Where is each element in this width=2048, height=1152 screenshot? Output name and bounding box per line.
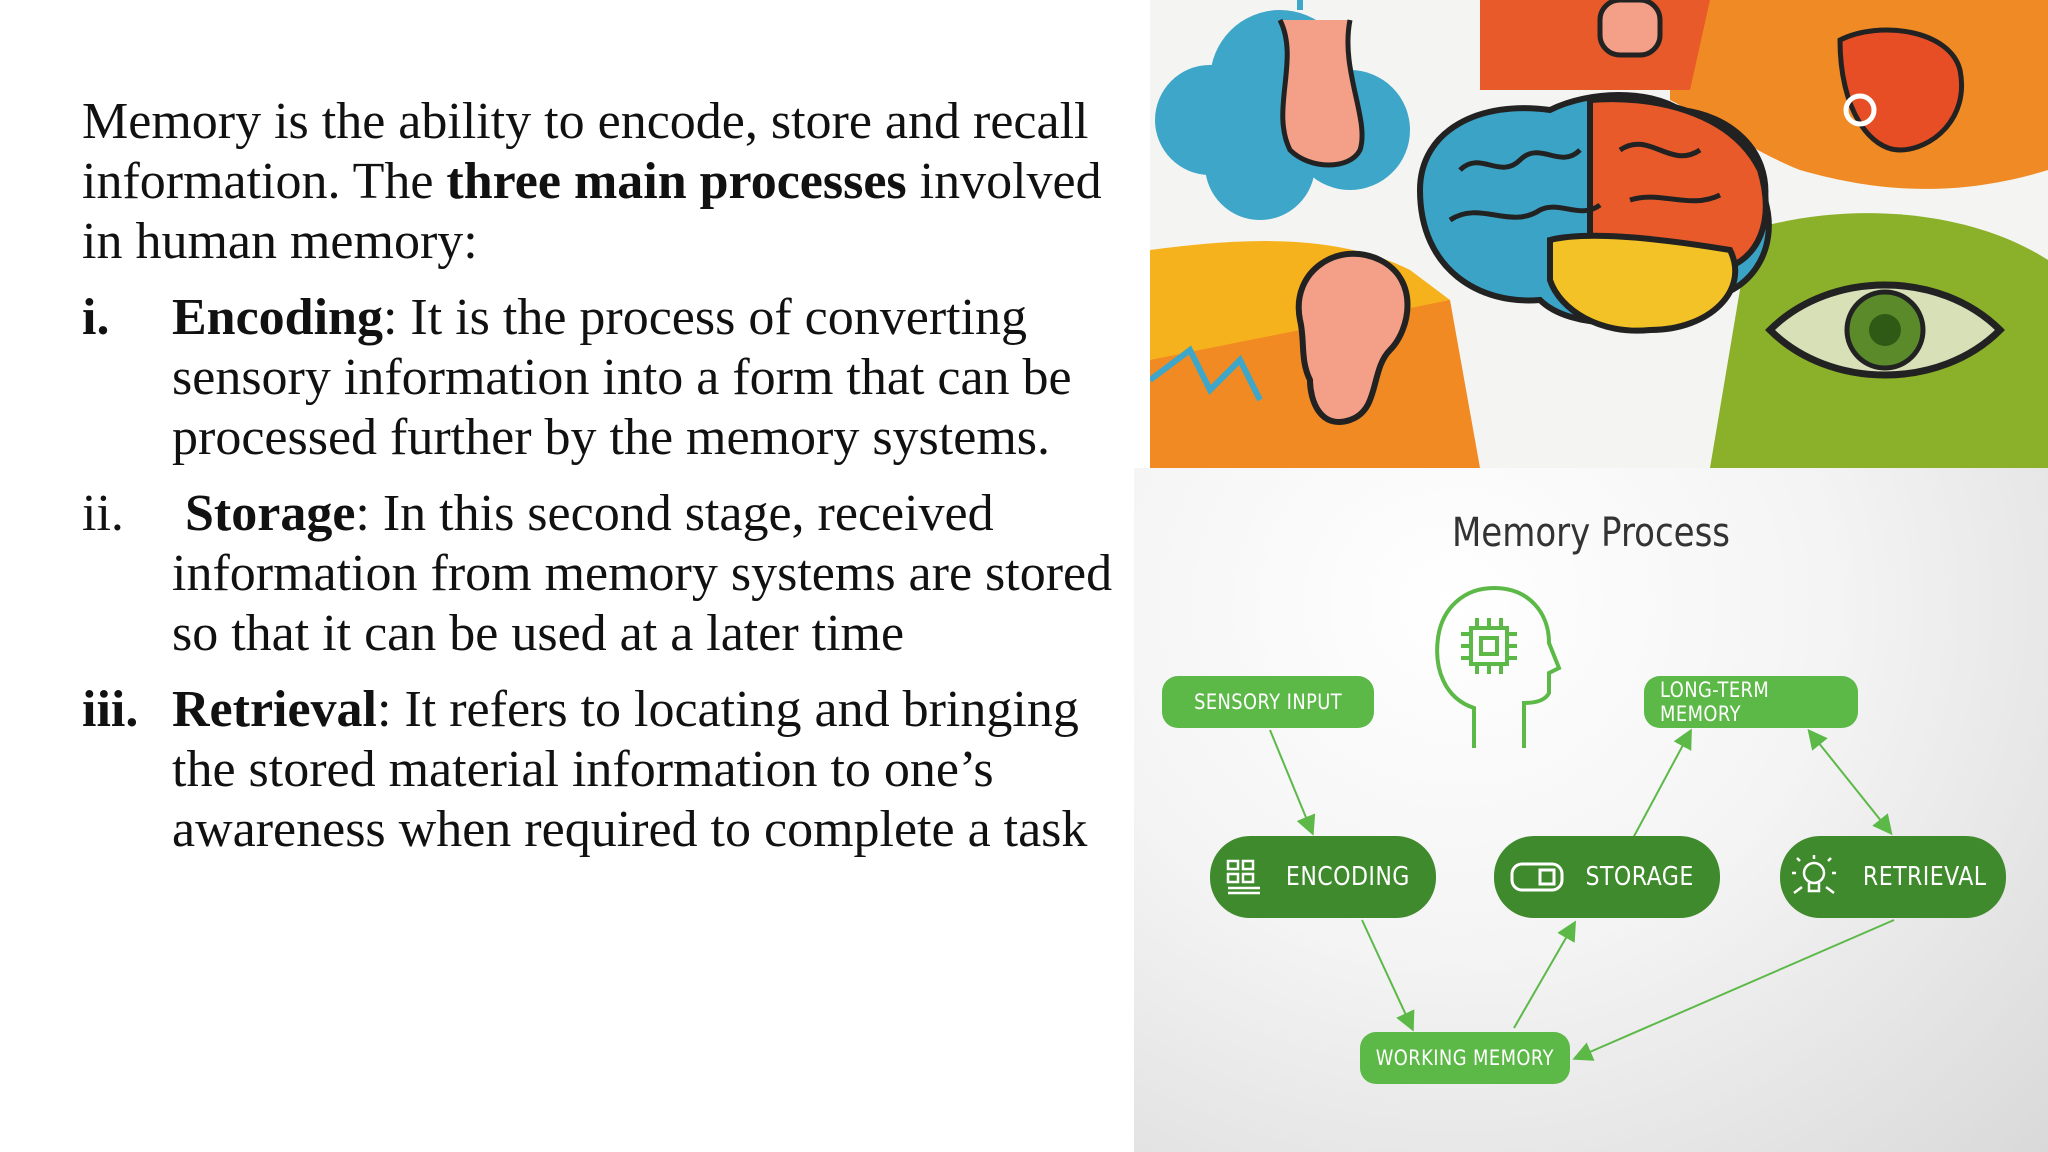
diagram-title: Memory Process [1451,510,1731,556]
list-item-retrieval [82,680,1142,860]
encoding-node: ENCODING [1210,836,1436,918]
list-item-encoding [82,288,1142,468]
memory-process-diagram [1134,468,2048,1152]
list-item-storage [82,484,1142,664]
retrieval-node: RETRIEVAL [1780,836,2006,918]
intro-text-end: involved in human memory: [82,153,1102,270]
term-retrieval: Retrieval [172,681,378,738]
term-encoding: Encoding [172,289,383,346]
working-memory-node: WORKING MEMORY [1360,1032,1570,1084]
lightbulb-icon [1788,853,1840,901]
sensory-input-node: SENSORY INPUT [1162,676,1374,728]
slide-text [82,92,1142,876]
desc-retrieval: : It refers to locating and bringing the stored material information to one’s awareness when required to complete a task [172,681,1088,858]
desc-storage: : In this second stage, received information from memory systems are stored so that it can be used at a later time [172,485,1113,662]
long-term-memory-node: LONG-TERM MEMORY [1644,676,1858,728]
term-storage: Storage [185,485,356,542]
storage-node: STORAGE [1494,836,1720,918]
intro-bold-text: three main processes [446,153,907,210]
diagram-arrows [1134,468,2048,1152]
list-number: i. [82,289,110,346]
storage-icon [1510,861,1564,893]
encoding-icon [1225,858,1263,896]
intro-paragraph [82,92,1142,272]
nose-icon [1280,0,1362,165]
head-chip-icon [1437,588,1559,748]
list-number: ii. [82,485,124,542]
senses-brain-illustration [1150,0,2048,468]
desc-encoding: : It is the process of converting sensory information into a form that can be processed further by the memory systems. [172,289,1072,466]
hand-icon [1600,0,1660,55]
intro-text: Memory is the ability to encode, store and recall information. The [82,93,1089,210]
list-number: iii. [82,681,139,738]
